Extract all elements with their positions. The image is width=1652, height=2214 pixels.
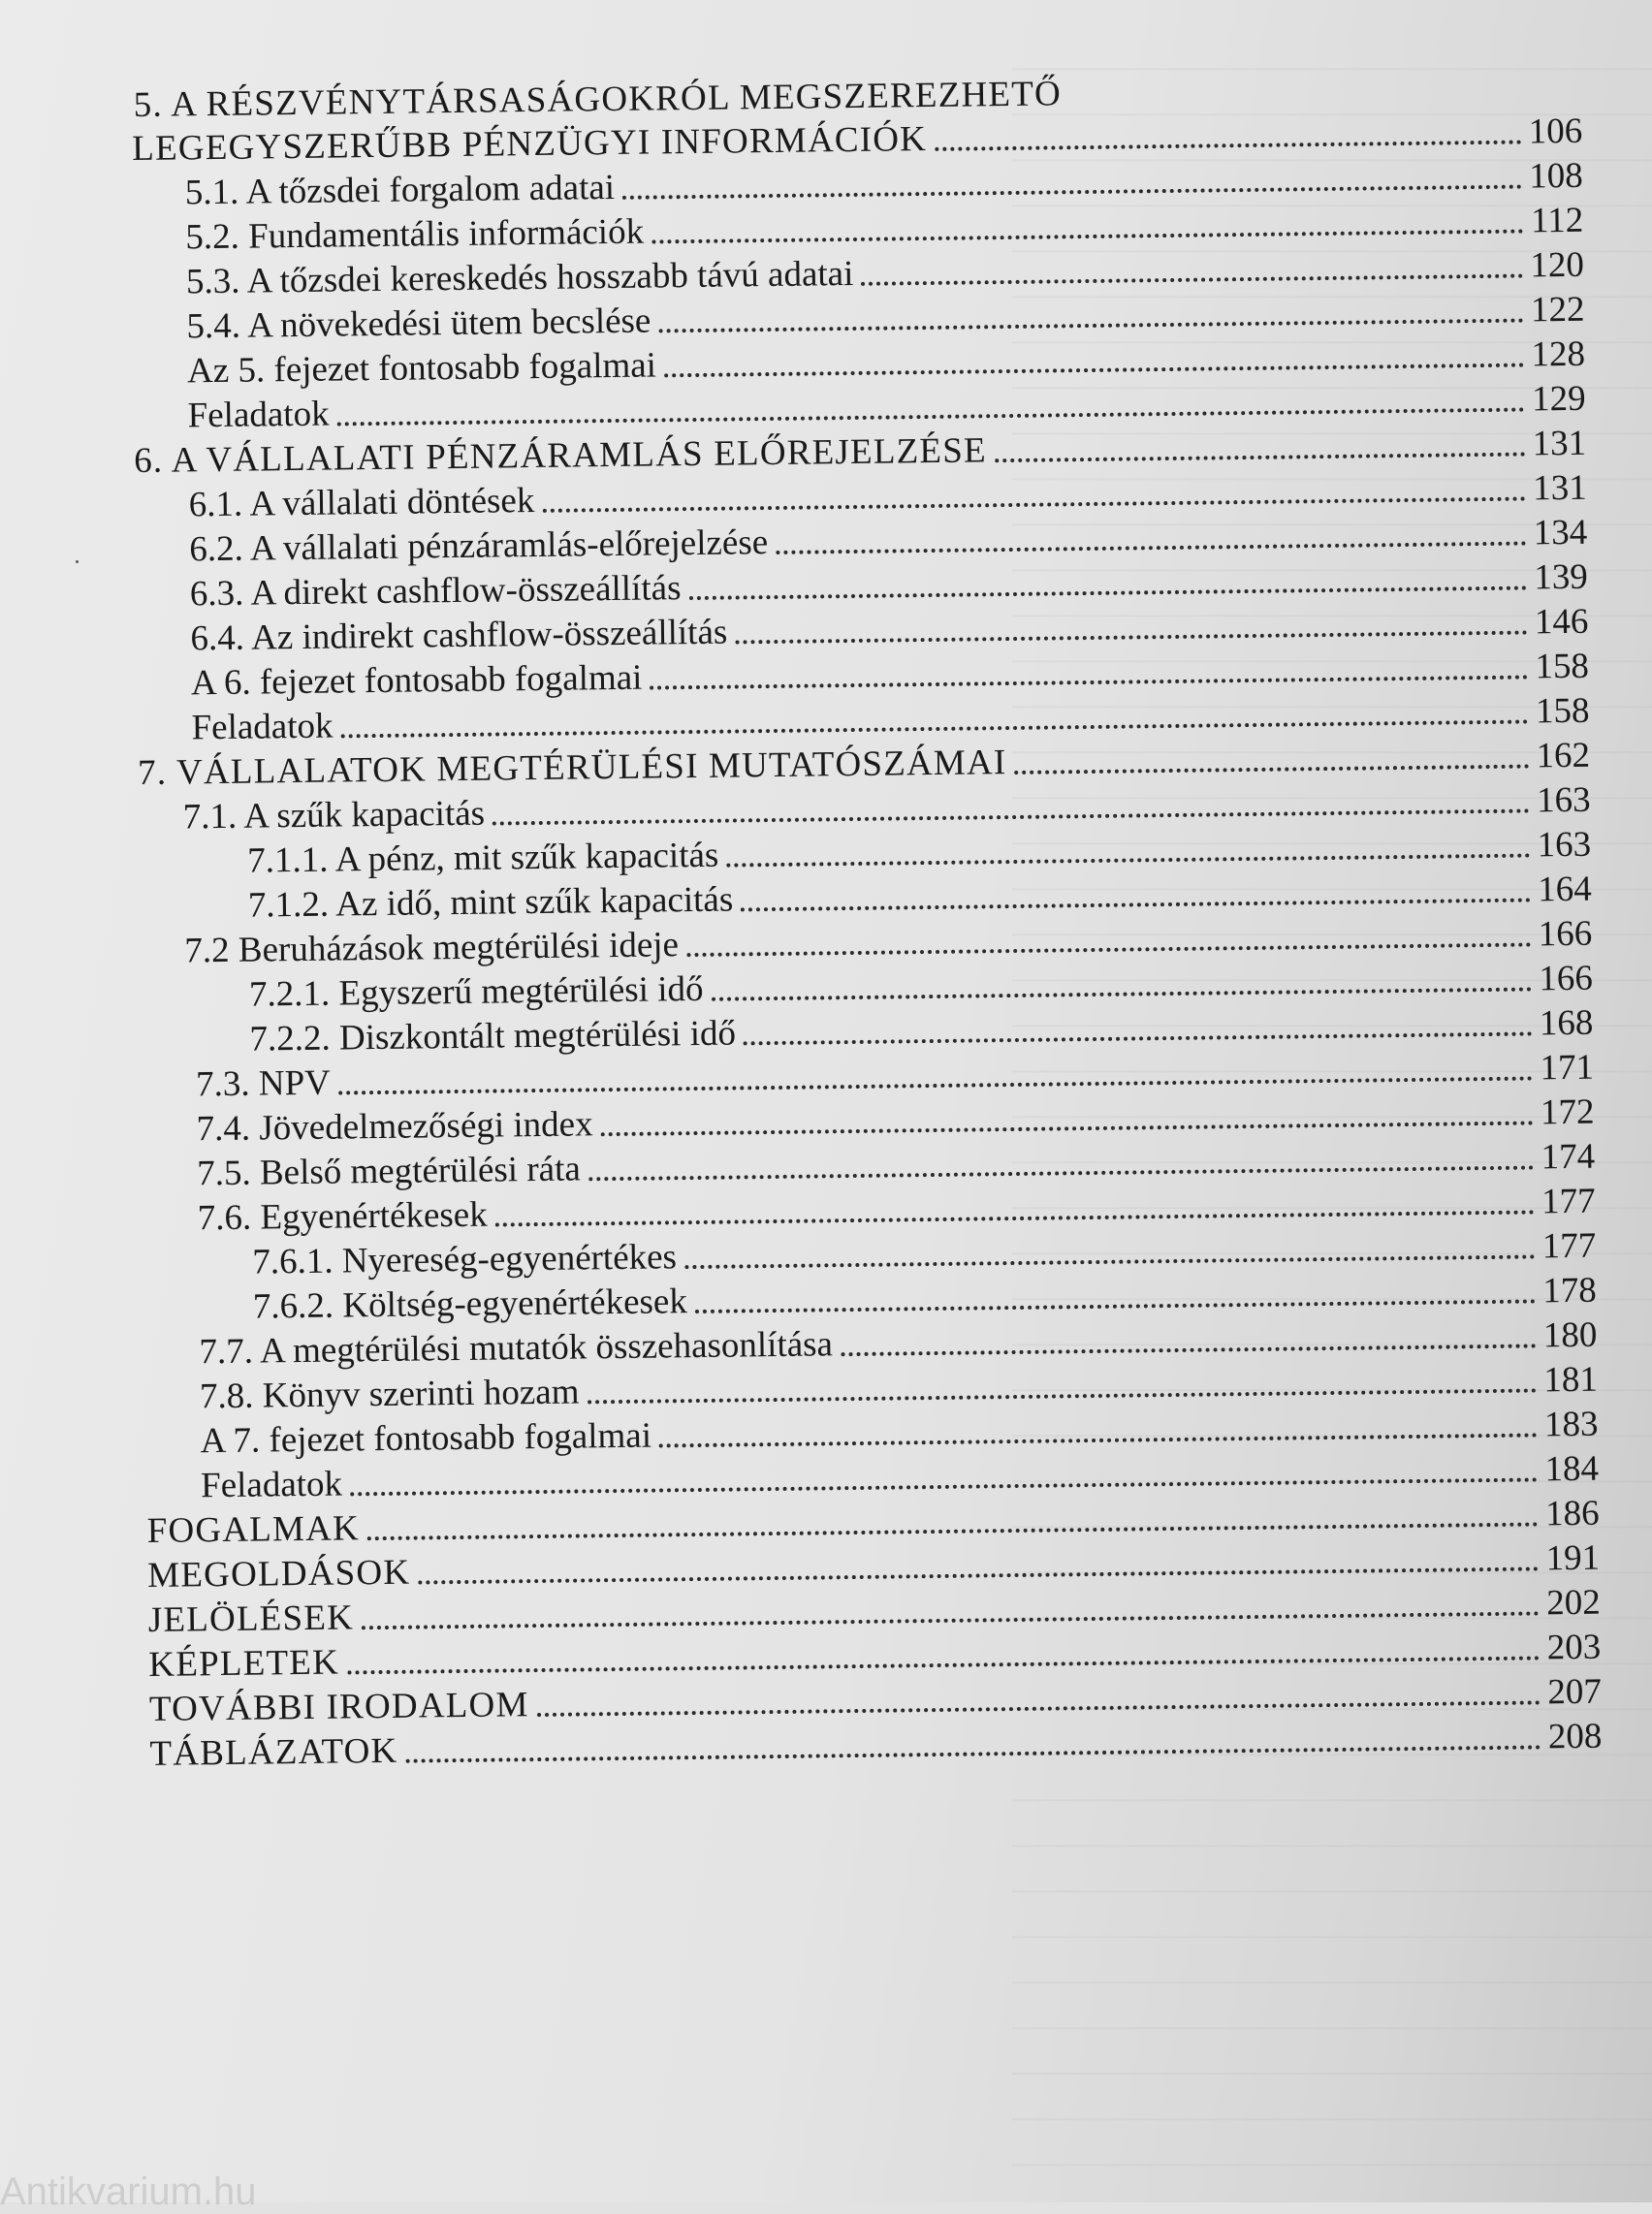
dot-leader — [588, 1165, 1534, 1181]
dot-leader — [367, 1522, 1538, 1540]
dot-leader — [588, 1388, 1537, 1404]
toc-entry-title: 7.4. Jövedelmezőségi index — [196, 1104, 593, 1150]
dot-leader — [741, 898, 1530, 911]
dot-leader — [542, 497, 1525, 513]
toc-entry-title: 5.4. A növekedési ütem becslése — [186, 300, 651, 347]
toc-entry-page: 158 — [1535, 646, 1590, 687]
toc-entry-title: Feladatok — [200, 1464, 343, 1506]
dot-leader — [841, 1344, 1536, 1356]
toc-entry-title: 5.2. Fundamentális információk — [185, 211, 645, 258]
toc-entry-page: 202 — [1545, 1582, 1601, 1624]
toc-entry-page: 183 — [1543, 1404, 1599, 1445]
toc-entry-title: A 6. fejezet fontosabb fogalmai — [190, 657, 643, 704]
dot-leader — [622, 185, 1521, 200]
dot-leader — [601, 1121, 1534, 1136]
toc-entry-page: 163 — [1536, 779, 1591, 821]
dot-leader — [726, 853, 1529, 867]
chapter-5-heading-line1: 5. A RÉSZVÉNYTÁRSASÁGOKRÓL MEGSZEREZHETŐ — [133, 74, 1063, 126]
toc-entry-page: 120 — [1530, 244, 1585, 286]
dot-leader — [686, 942, 1531, 957]
toc-entry-page: 106 — [1528, 111, 1583, 152]
toc-entry-page: 134 — [1533, 512, 1588, 554]
toc-entry-title: TÁBLÁZATOK — [149, 1730, 398, 1774]
toc-entry-title: 5.3. A tőzsdei kereskedés hosszabb távú adatai — [185, 253, 854, 302]
toc-entry-title: Feladatok — [191, 706, 334, 748]
toc-entry-page: 166 — [1539, 958, 1594, 999]
toc-entry-page: 164 — [1537, 869, 1592, 910]
toc-entry-page: 108 — [1528, 155, 1583, 197]
dot-leader — [684, 1254, 1535, 1269]
toc-entry-page: 191 — [1545, 1537, 1601, 1579]
dot-leader — [664, 364, 1524, 378]
toc-entry-title: 7.5. Belső megtérülési ráta — [196, 1149, 582, 1194]
dot-leader — [347, 1656, 1540, 1674]
toc-entry-page: 131 — [1532, 467, 1587, 509]
dot-leader — [537, 1700, 1541, 1717]
toc-entry-title: TOVÁBBI IRODALOM — [148, 1685, 529, 1729]
dot-leader — [651, 230, 1523, 244]
toc-entry-page: 128 — [1531, 333, 1586, 375]
dot-leader — [695, 1299, 1536, 1313]
toc-entry-page: 174 — [1541, 1136, 1596, 1178]
toc-entry-page: 208 — [1547, 1716, 1603, 1757]
dot-leader — [362, 1611, 1539, 1629]
toc-entry-title: 7.1. A szűk kapacitás — [182, 793, 486, 838]
dot-leader — [735, 631, 1527, 645]
dot-leader — [776, 542, 1526, 554]
toc-entry-page: 122 — [1530, 289, 1585, 331]
toc-entry-page: 184 — [1544, 1448, 1600, 1490]
toc-entry-title: 6.1. A vállalati döntések — [188, 481, 535, 525]
toc-entry-title: 7.2.1. Egyszerű megtérülési idő — [248, 968, 704, 1015]
toc-entry-title: 7.1.2. Az idő, mint szűk kapacitás — [247, 879, 734, 926]
toc-entry-page: 168 — [1539, 1002, 1594, 1044]
toc-entry-title: MEGOLDÁSOK — [147, 1552, 411, 1596]
toc-entry-title: 7.1.1. A pénz, mit szűk kapacitás — [247, 835, 719, 881]
toc-entry-page: 177 — [1541, 1225, 1597, 1267]
toc-entry-page: 158 — [1535, 690, 1590, 732]
toc-entry-page: 166 — [1538, 913, 1593, 955]
dot-leader — [744, 1031, 1532, 1045]
toc-entry-title: FOGALMAK — [146, 1508, 361, 1551]
toc-entry-title: 7.2.2. Diszkontált megtérülési idő — [249, 1013, 737, 1060]
toc-entry-page: 186 — [1544, 1493, 1600, 1534]
toc-entry-title: 5.1. A tőzsdei forgalom adatai — [184, 167, 616, 213]
dot-leader — [651, 676, 1528, 690]
dot-leader — [861, 274, 1522, 286]
dot-leader — [712, 987, 1532, 1000]
toc-entry-page: 203 — [1546, 1627, 1602, 1668]
dot-leader — [341, 720, 1529, 739]
toc-entry-page: 112 — [1530, 200, 1584, 241]
dot-leader — [418, 1566, 1538, 1584]
toc-entry-title: 7.6.1. Nyereség-egyenértékes — [252, 1237, 678, 1282]
dot-leader — [492, 808, 1529, 825]
toc-entry-title: 7. VÁLLALATOK MEGTÉRÜLÉSI MUTATÓSZÁMAI — [137, 743, 1007, 794]
dot-leader — [689, 586, 1527, 601]
toc-entry-page: 178 — [1542, 1270, 1598, 1312]
toc-entry-title: 7.8. Könyv szerinti hozam — [199, 1372, 580, 1417]
toc-entry-title: 7.6. Egyenértékesek — [197, 1194, 488, 1239]
toc-entry-title: 7.7. A megtérülési mutatók összehasonlítása — [199, 1324, 834, 1373]
dot-leader — [995, 453, 1525, 463]
toc-entry-page: 180 — [1542, 1314, 1598, 1356]
toc-entry-title: LEGEGYSZERŰBB PÉNZÜGYI INFORMÁCIÓK — [132, 119, 928, 170]
toc-entry-title: 6.3. A direkt cashflow-összeállítás — [189, 568, 682, 615]
toc-entry-title: 7.3. NPV — [195, 1062, 332, 1105]
toc-entry-title: 7.6.2. Költség-egyenértékesek — [252, 1281, 688, 1327]
dot-leader — [337, 408, 1525, 427]
toc-entry-page: 146 — [1534, 601, 1589, 643]
dot-leader — [350, 1477, 1538, 1496]
dot-leader — [659, 1433, 1537, 1447]
toc-entry-title: A 7. fejezet fontosabb fogalmai — [200, 1415, 652, 1462]
dot-leader — [935, 141, 1521, 151]
dot-leader — [495, 1210, 1535, 1226]
toc-entry-title: JELÖLÉSEK — [147, 1597, 355, 1640]
toc-entry-title: Az 5. fejezet fontosabb fogalmai — [186, 345, 657, 392]
toc-entry-page: 162 — [1536, 735, 1591, 776]
toc-entry-page: 181 — [1543, 1359, 1599, 1401]
dot-leader — [338, 1076, 1533, 1094]
toc-entry-page: 207 — [1547, 1671, 1603, 1713]
toc-entry-page: 171 — [1540, 1047, 1595, 1089]
watermark-text: Antikvarium.hu — [0, 2170, 257, 2213]
dot-leader — [406, 1745, 1541, 1762]
toc-entry-page: 139 — [1534, 556, 1589, 598]
toc-entry-page: 163 — [1537, 824, 1592, 866]
toc-entry-title: 6. A VÁLLALATI PÉNZÁRAMLÁS ELŐREJELZÉSE — [133, 430, 988, 482]
toc-entry-title: 6.4. Az indirekt cashflow-összeállítás — [190, 612, 728, 659]
toc-entry-page: 177 — [1541, 1181, 1596, 1222]
dot-leader — [658, 319, 1523, 333]
toc-entry-page: 172 — [1540, 1091, 1595, 1133]
toc-entry-page: 129 — [1531, 378, 1586, 420]
toc-entry-title: 7.2 Beruházások megtérülési ideje — [184, 925, 680, 971]
toc-entry-title: KÉPLETEK — [148, 1642, 340, 1685]
dot-leader — [1015, 764, 1529, 774]
toc-entry-page: 131 — [1532, 423, 1587, 464]
toc-entry-title: Feladatok — [187, 394, 330, 436]
toc-entry-title: 6.2. A vállalati pénzáramlás-előrejelzése — [189, 522, 769, 570]
